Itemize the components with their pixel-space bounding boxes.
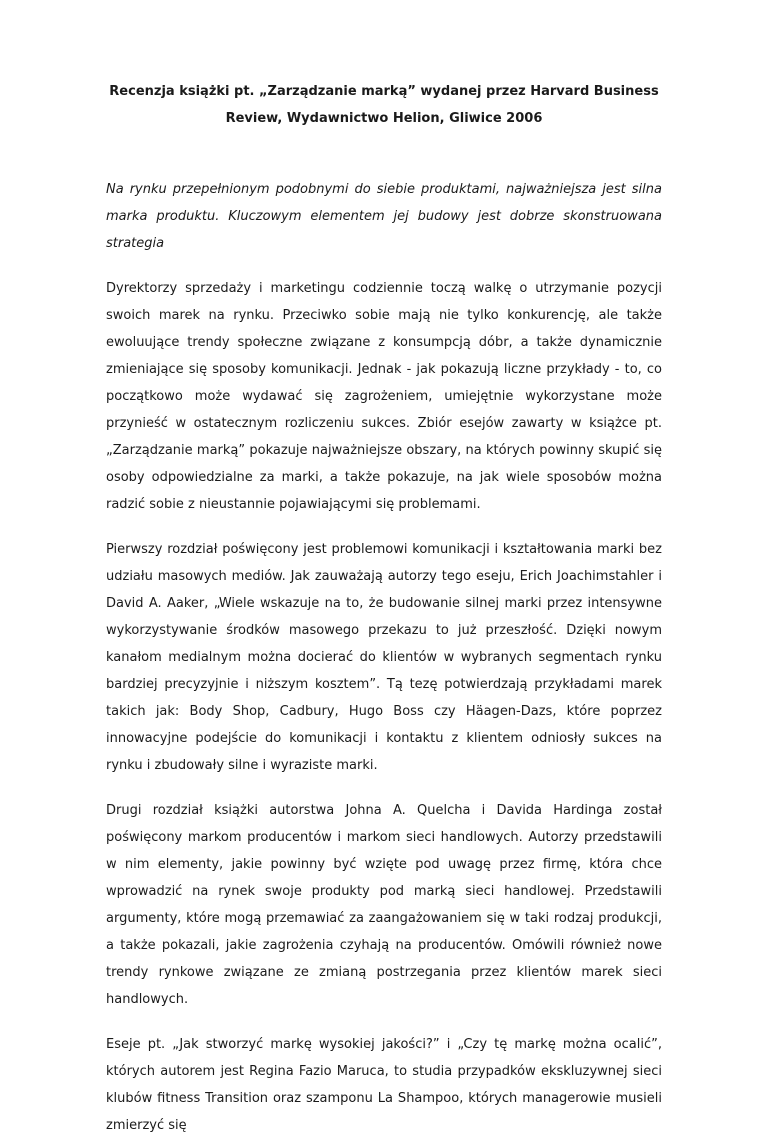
lead-paragraph: Na rynku przepełnionym podobnymi do siebie produktami, najważniejsza jest silna marka produktu. Kluczowym elementem jej budowy jest dobrze skonstruowana strategia (106, 182, 662, 251)
document-title: Recenzja książki pt. „Zarządzanie marką” wydanej przez Harvard Business Review, Wydawnictwo Helion, Gliwice 2006 (109, 84, 659, 126)
body-paragraph-2: Pierwszy rozdział poświęcony jest problemowi komunikacji i kształtowania marki bez udziału masowych mediów. Jak zauważają autorzy tego eseju, Erich Joachimstahler i David A. Aaker, „Wiele wskazuje na to, że budowanie silnej marki przez intensywne wykorzystywanie środków masowego przekazu to już przeszłość. Dzięki nowym kanałom medialnym można docierać do klientów w wybranych segmentach rynku bardziej precyzyjnie i niższym kosztem”. Tą tezę potwierdzają przykładami marek takich jak: Body Shop, Cadbury, Hugo Boss czy Häagen-Dazs, które poprzez innowacyjne podejście do komunikacji i kontaktu z klientem odniosły sukces na rynku i zbudowały silne i wyraziste marki. (106, 542, 662, 773)
body-paragraph-1: Dyrektorzy sprzedaży i marketingu codziennie toczą walkę o utrzymanie pozycji swoich marek na rynku. Przeciwko sobie mają nie tylko konkurencję, ale także ewoluujące trendy społeczne związane z konsumpcją dóbr, a także dynamicznie zmieniające się sposoby komunikacji. Jednak - jak pokazują liczne przykłady - to, co początkowo może wydawać się zagrożeniem, umiejętnie wykorzystane może przynieść w ostatecznym rozliczeniu sukces. Zbiór esejów zawarty w książce pt. „Zarządzanie marką” pokazuje najważniejsze obszary, na których powinny skupić się osoby odpowiedzialne za marki, a także pokazuje, na jak wiele sposobów można radzić sobie z nieustannie pojawiającymi się problemami. (106, 281, 662, 512)
body-paragraph-4: Eseje pt. „Jak stworzyć markę wysokiej jakości?” i „Czy tę markę można ocalić”, których autorem jest Regina Fazio Maruca, to studia przypadków ekskluzywnej sieci klubów fitness Transition oraz szamponu La Shampoo, których managerowie musieli zmierzyć się (106, 1037, 662, 1133)
body-paragraph-3: Drugi rozdział książki autorstwa Johna A. Quelcha i Davida Hardinga został poświęcony markom producentów i markom sieci handlowych. Autorzy przedstawili w nim elementy, jakie powinny być wzięte pod uwagę przez firmę, która chce wprowadzić na rynek swoje produkty pod marką sieci handlowej. Przedstawili argumenty, które mogą przemawiać za zaangażowaniem się w taki rodzaj produkcji, a także pokazali, jakie zagrożenia czyhają na producentów. Omówili również nowe trendy rynkowe związane ze zmianą postrzegania przez klientów marek sieci handlowych. (106, 803, 662, 1007)
